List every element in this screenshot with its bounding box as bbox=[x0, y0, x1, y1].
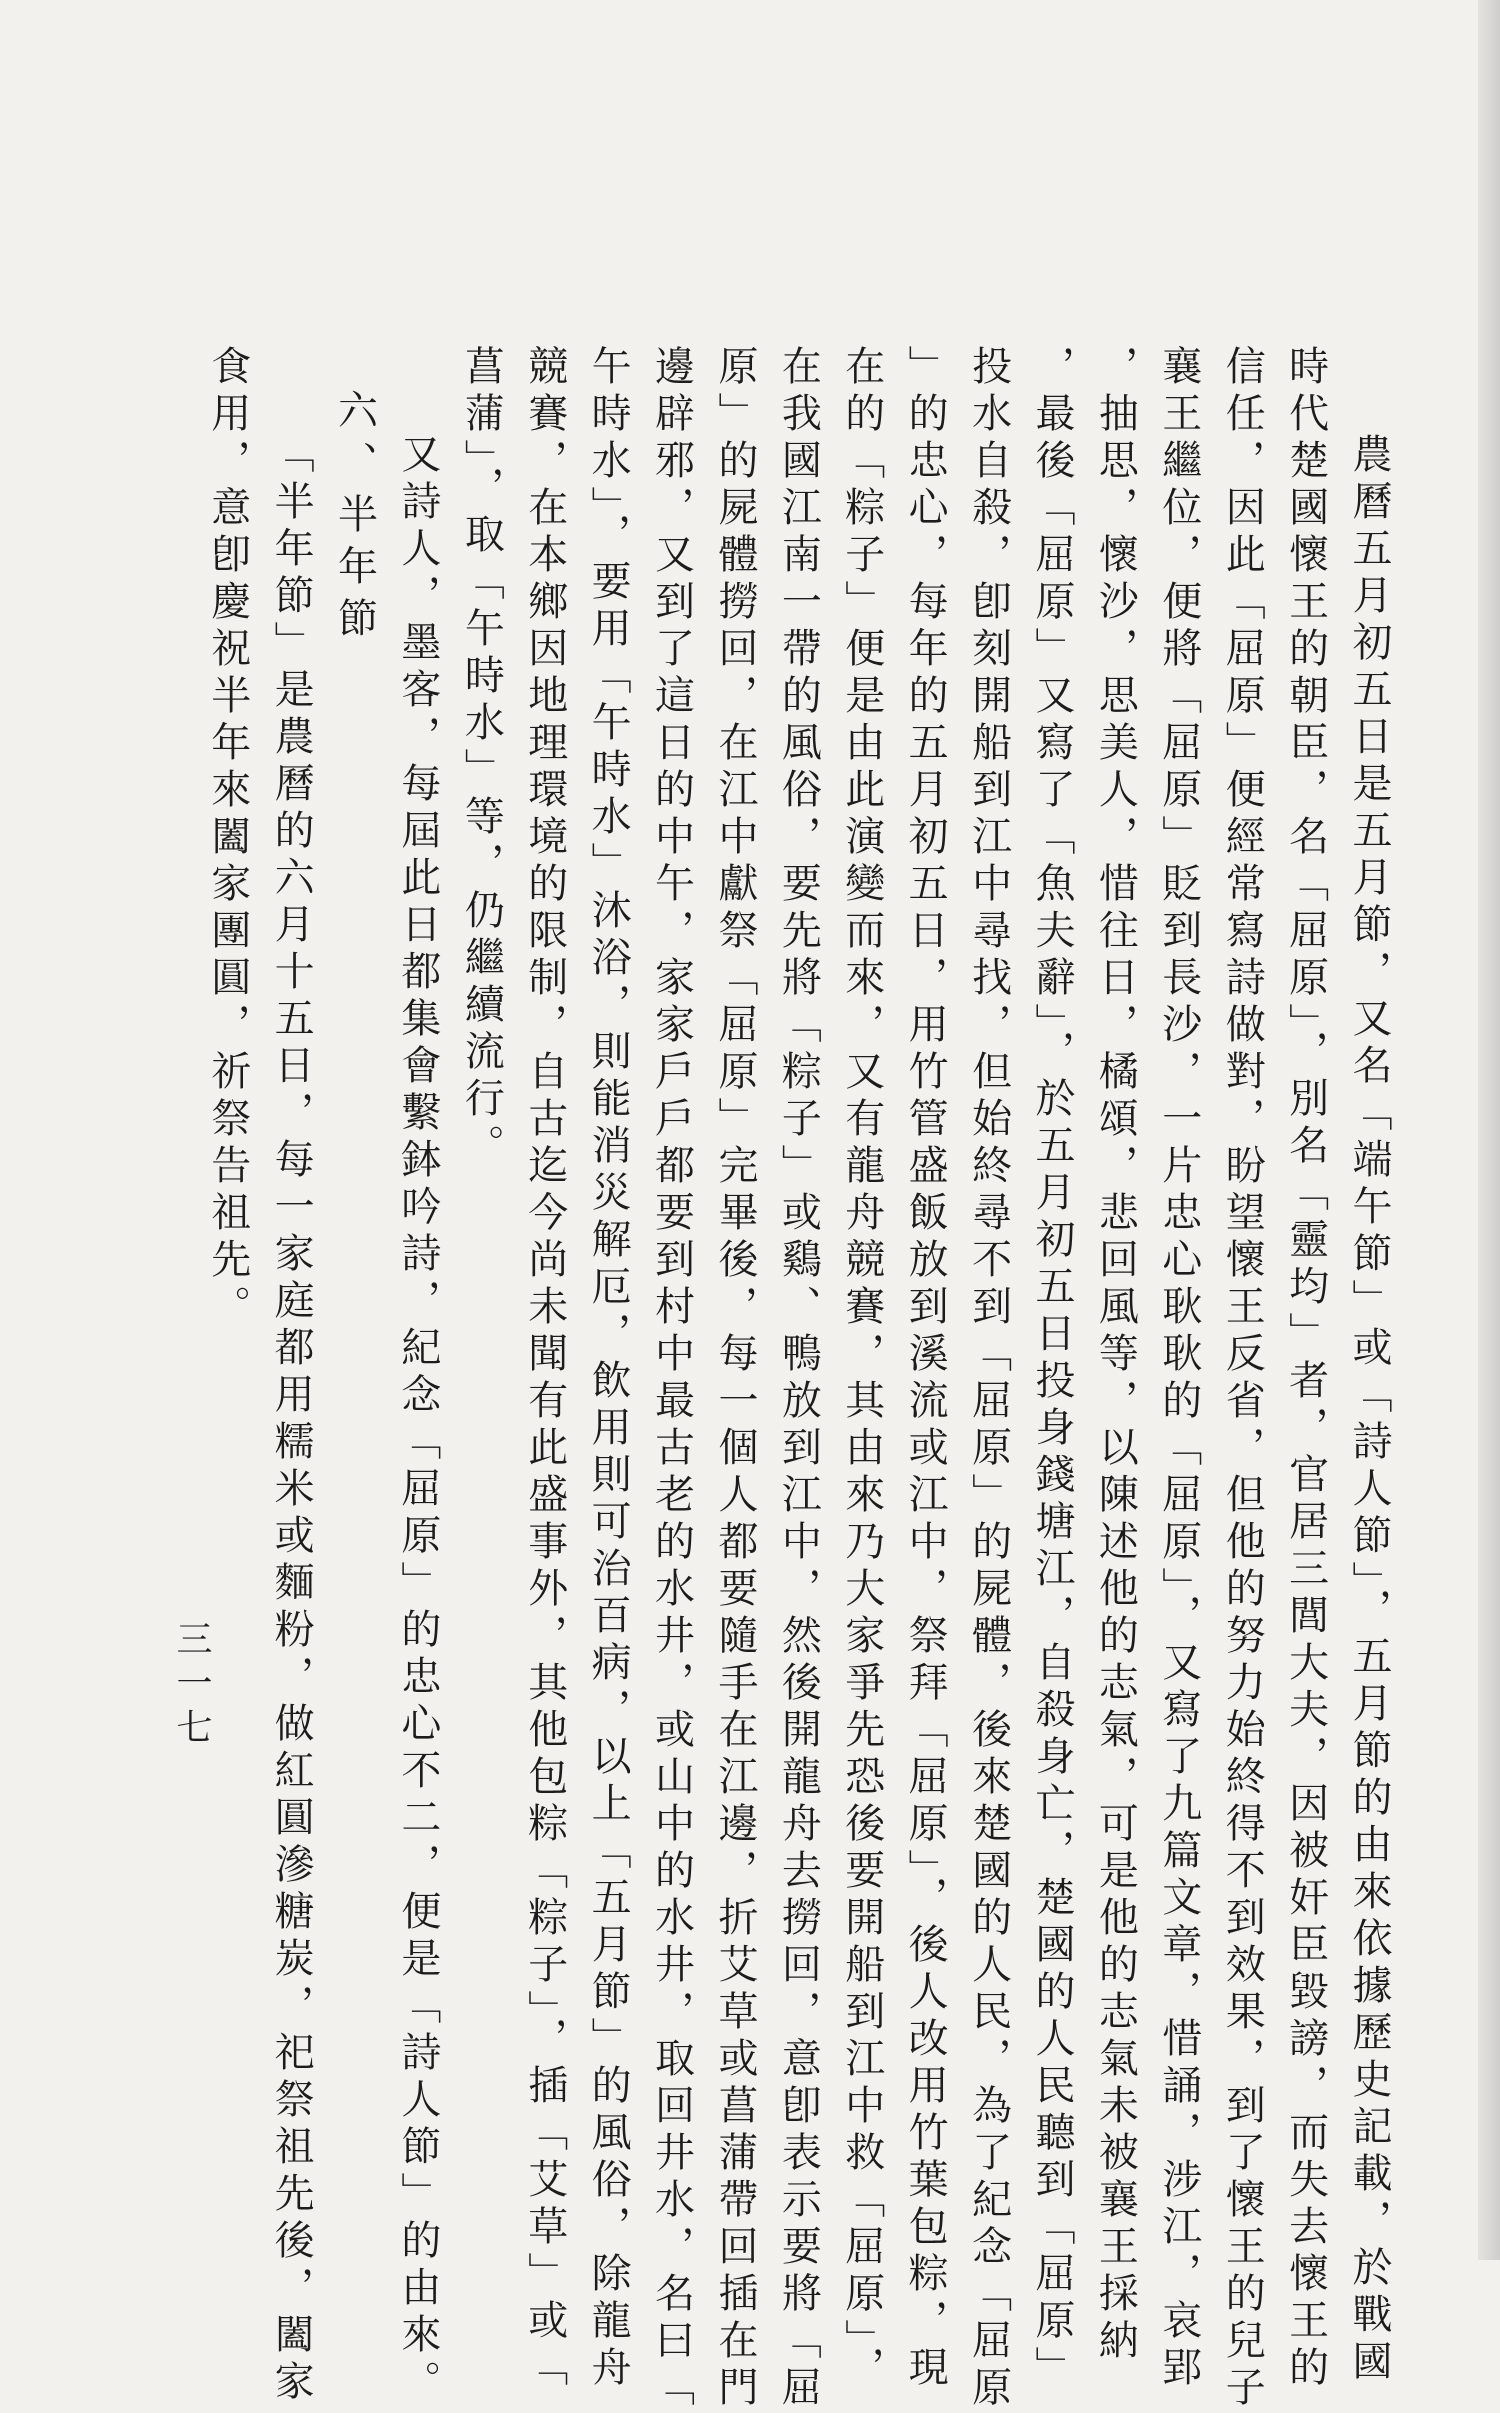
text-column: 襄王繼位，便將「屈原」貶到長沙，一片忠心耿耿的「屈原」，又寫了九篇文章，惜誦，涉江，哀郢 bbox=[1155, 345, 1202, 2393]
text-column: ，抽思，懷沙，思美人，惜往日，橘頌，悲回風等，以陳述他的志氣，可是他的志氣未被襄王採納 bbox=[1092, 345, 1139, 2366]
text-column: 食用，意卽慶祝半年來闔家團圓，祈祭告祖先。 bbox=[204, 345, 251, 1332]
text-column: 在的「粽子」便是由此演變而來，又有龍舟競賽，其由來乃大家爭先恐後要開船到江中救「屈原」， bbox=[838, 345, 885, 2393]
page-number: 三一七 bbox=[171, 1620, 212, 1752]
text-column: 「半年節」是農曆的六月十五日，每一家庭都用糯米或麵粉，做紅圓滲糖炭，祀祭祖先後，闔家 bbox=[268, 433, 315, 2407]
section-heading: 六、半年節 bbox=[331, 389, 378, 649]
text-column: ，最後「屈原」又寫了「魚夫辭」，於五月初五日投身錢塘江，自殺身亡，楚國的人民聽到「屈原」 bbox=[1028, 345, 1075, 2393]
text-column: 在我國江南一帶的風俗，要先將「粽子」或鷄、鴨放到江中，然後開龍舟去撈回，意卽表示要將「屈 bbox=[775, 345, 822, 2413]
text-column: 信任，因此「屈原」便經常寫詩做對，盼望懷王反省，但他的努力始終得不到效果，到了懷王的兒子 bbox=[1219, 345, 1266, 2413]
text-column: 午時水」，要用「午時水」沐浴，則能消災解厄，飲用則可治百病，以上「五月節」的風俗，除龍舟 bbox=[585, 345, 632, 2393]
body-text bbox=[195, 345, 1400, 2413]
text-column: 投水自殺，卽刻開船到江中尋找，但始終尋不到「屈原」的屍體，後來楚國的人民，為了紀念「屈原 bbox=[965, 345, 1012, 2413]
text-column: 時代楚國懷王的朝臣，名「屈原」，別名「靈均」者，官居三閭大夫，因被奸臣毀謗，而失去懷王的 bbox=[1282, 345, 1329, 2393]
text-column: 菖蒲」，取「午時水」等，仍繼續流行。 bbox=[458, 345, 505, 1171]
text-column: 農曆五月初五日是五月節，又名「端午節」或「詩人節」，五月節的由來依據歷史記載，於戰國 bbox=[1346, 433, 1392, 2387]
text-column: 競賽，在本鄉因地理環境的限制，自古迄今尚未聞有此盛事外，其他包粽「粽子」，插「艾草」或「 bbox=[521, 345, 568, 2393]
page-edge bbox=[1478, 0, 1500, 2260]
text-column: 又詩人，墨客，每屆此日都集會繫鉢吟詩，紀念「屈原」的忠心不二，便是「詩人節」的由來。 bbox=[394, 433, 441, 2407]
text-column: 」的忠心，每年的五月初五日，用竹管盛飯放到溪流或江中，祭拜「屈原」，後人改用竹葉包粽，現 bbox=[902, 345, 949, 2393]
text-column: 原」的屍體撈回，在江中獻祭「屈原」完畢後，每一個人都要隨手在江邊，折艾草或菖蒲帶回插在門 bbox=[711, 345, 758, 2413]
text-column: 邊辟邪，又到了這日的中午，家家戶戶都要到村中最古老的水井，或山中的水井，取回井水，名曰「 bbox=[648, 345, 695, 2413]
